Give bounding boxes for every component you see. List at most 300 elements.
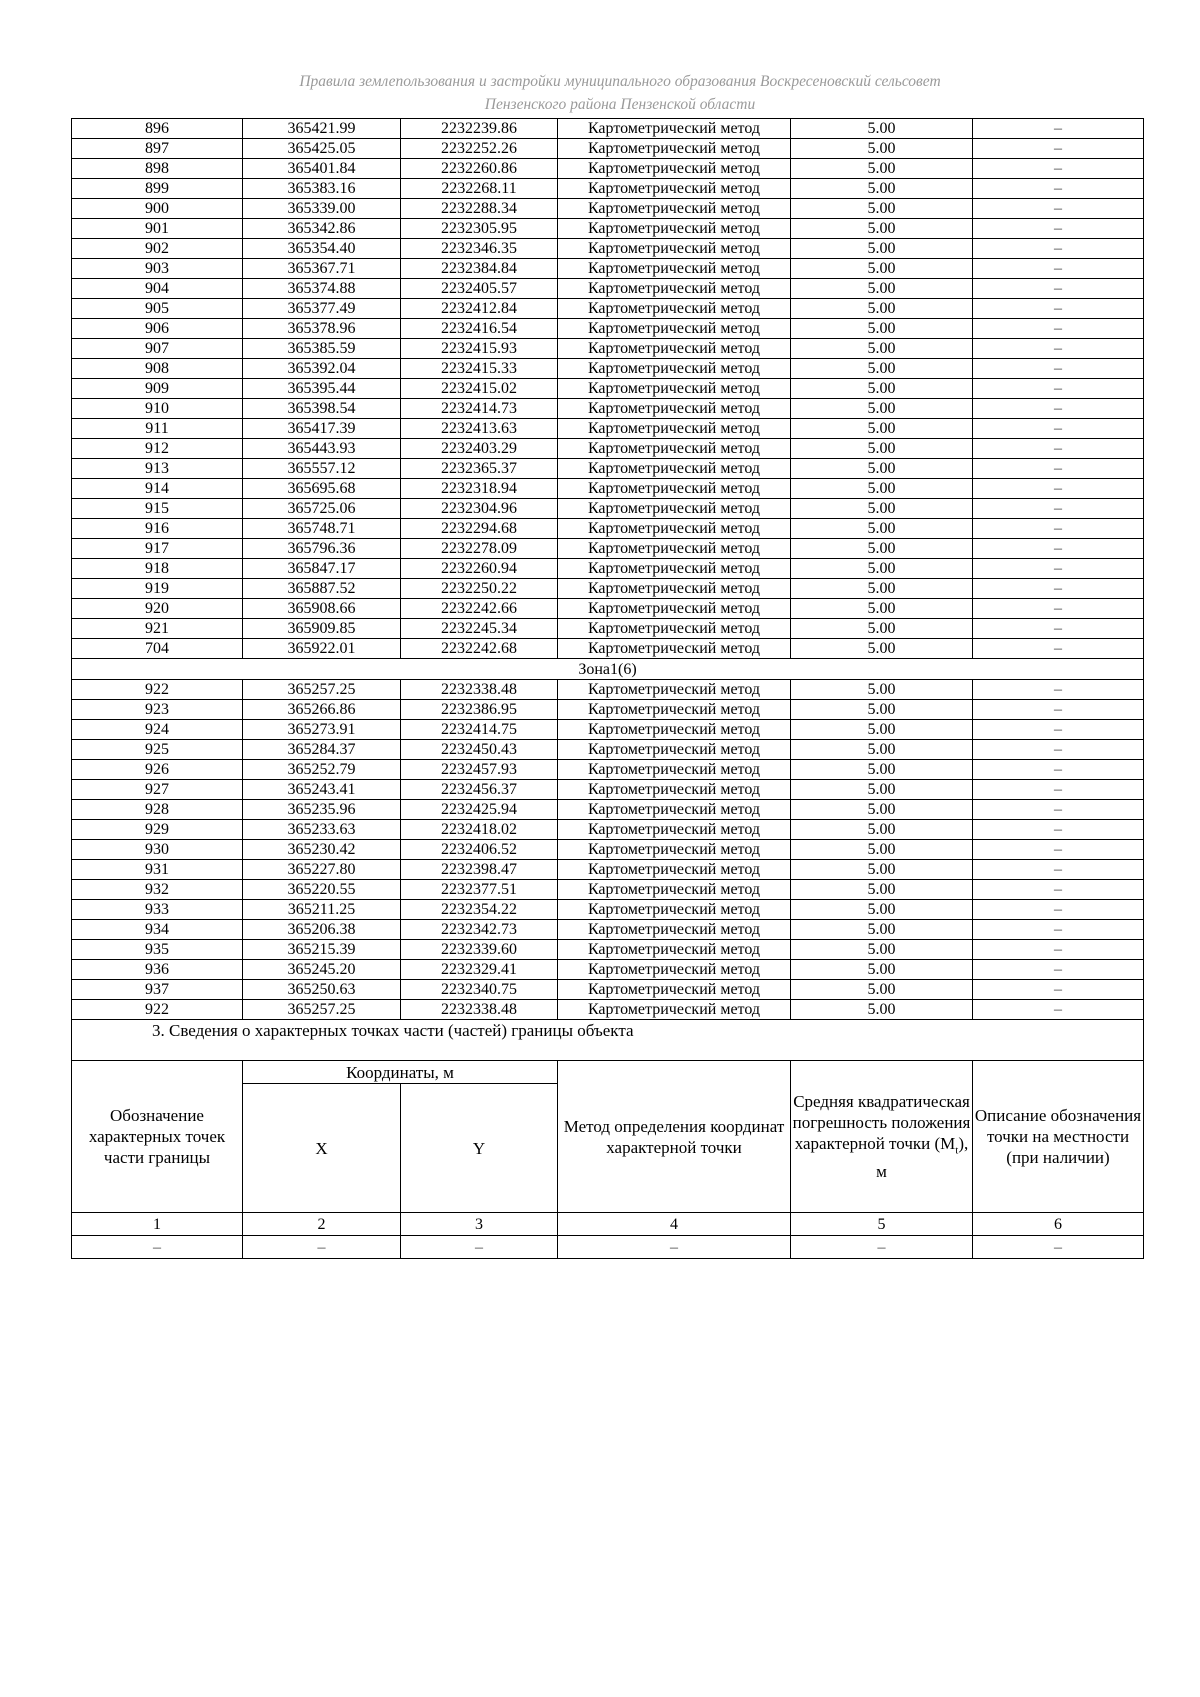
method-cell: Картометрический метод bbox=[558, 519, 791, 539]
point-id-cell: 905 bbox=[72, 299, 243, 319]
table-row bbox=[72, 800, 1144, 820]
x-coord-cell: 365909.85 bbox=[243, 619, 401, 639]
table-row bbox=[72, 139, 1144, 159]
y-coord-cell: 2232403.29 bbox=[401, 439, 558, 459]
point-id-cell: 933 bbox=[72, 900, 243, 920]
error-cell: 5.00 bbox=[791, 720, 973, 740]
section-3-title: 3. Сведения о характерных точках части (частей) границы объекта bbox=[72, 1020, 1144, 1061]
point-id-cell: 917 bbox=[72, 539, 243, 559]
error-cell: 5.00 bbox=[791, 619, 973, 639]
description-cell: – bbox=[973, 559, 1144, 579]
x-coord-cell: 365385.59 bbox=[243, 339, 401, 359]
col-method-header: Метод определения координат характерной точки bbox=[558, 1061, 791, 1213]
point-id-cell: 935 bbox=[72, 940, 243, 960]
zone-points-group-a bbox=[72, 119, 1144, 659]
y-coord-cell: 2232406.52 bbox=[401, 840, 558, 860]
x-coord-cell: 365922.01 bbox=[243, 639, 401, 659]
x-coord-cell: 365443.93 bbox=[243, 439, 401, 459]
point-id-cell: 934 bbox=[72, 920, 243, 940]
table-row bbox=[72, 239, 1144, 259]
column-number: 5 bbox=[791, 1213, 973, 1236]
point-id-cell: 907 bbox=[72, 339, 243, 359]
y-coord-cell: 2232418.02 bbox=[401, 820, 558, 840]
x-coord-cell: 365725.06 bbox=[243, 499, 401, 519]
y-coord-cell: 2232413.63 bbox=[401, 419, 558, 439]
y-coord-cell: 2232354.22 bbox=[401, 900, 558, 920]
table-row bbox=[72, 539, 1144, 559]
table-row bbox=[72, 619, 1144, 639]
table-row bbox=[72, 499, 1144, 519]
error-cell: 5.00 bbox=[791, 840, 973, 860]
y-coord-cell: 2232305.95 bbox=[401, 219, 558, 239]
x-coord-cell: 365367.71 bbox=[243, 259, 401, 279]
table-row bbox=[72, 680, 1144, 700]
method-cell: Картометрический метод bbox=[558, 619, 791, 639]
table-row bbox=[72, 760, 1144, 780]
column-number: 1 bbox=[72, 1213, 243, 1236]
point-id-cell: 921 bbox=[72, 619, 243, 639]
y-coord-cell: 2232425.94 bbox=[401, 800, 558, 820]
y-coord-cell: 2232415.33 bbox=[401, 359, 558, 379]
table-row bbox=[72, 439, 1144, 459]
point-id-cell: 916 bbox=[72, 519, 243, 539]
y-coord-cell: 2232288.34 bbox=[401, 199, 558, 219]
method-cell: Картометрический метод bbox=[558, 139, 791, 159]
method-cell: Картометрический метод bbox=[558, 980, 791, 1000]
point-id-cell: 936 bbox=[72, 960, 243, 980]
description-cell: – bbox=[973, 279, 1144, 299]
error-cell: 5.00 bbox=[791, 519, 973, 539]
table-row bbox=[72, 860, 1144, 880]
table-row bbox=[72, 199, 1144, 219]
point-id-cell: 896 bbox=[72, 119, 243, 139]
description-cell: – bbox=[973, 599, 1144, 619]
empty-cell: – bbox=[72, 1236, 243, 1259]
x-coord-cell: 365557.12 bbox=[243, 459, 401, 479]
description-cell: – bbox=[973, 760, 1144, 780]
table-row bbox=[72, 1000, 1144, 1020]
x-coord-cell: 365383.16 bbox=[243, 179, 401, 199]
error-cell: 5.00 bbox=[791, 980, 973, 1000]
description-cell: – bbox=[973, 800, 1144, 820]
description-cell: – bbox=[973, 499, 1144, 519]
x-coord-cell: 365227.80 bbox=[243, 860, 401, 880]
point-id-cell: 926 bbox=[72, 760, 243, 780]
error-cell: 5.00 bbox=[791, 599, 973, 619]
x-coord-cell: 365398.54 bbox=[243, 399, 401, 419]
point-id-cell: 922 bbox=[72, 680, 243, 700]
col-error-tail: ), м bbox=[876, 1133, 969, 1182]
description-cell: – bbox=[973, 840, 1144, 860]
x-coord-cell: 365847.17 bbox=[243, 559, 401, 579]
col-error-text: Средняя квадратическая погрешность положения характерной точки (M bbox=[792, 1091, 971, 1153]
empty-cell: – bbox=[558, 1236, 791, 1259]
method-cell: Картометрический метод bbox=[558, 920, 791, 940]
table-row bbox=[72, 880, 1144, 900]
x-coord-cell: 365266.86 bbox=[243, 700, 401, 720]
method-cell: Картометрический метод bbox=[558, 539, 791, 559]
x-coord-cell: 365252.79 bbox=[243, 760, 401, 780]
description-cell: – bbox=[973, 519, 1144, 539]
description-cell: – bbox=[973, 439, 1144, 459]
error-cell: 5.00 bbox=[791, 119, 973, 139]
table-row bbox=[72, 980, 1144, 1000]
y-coord-cell: 2232329.41 bbox=[401, 960, 558, 980]
y-coord-cell: 2232456.37 bbox=[401, 780, 558, 800]
table-row bbox=[72, 639, 1144, 659]
x-coord-cell: 365374.88 bbox=[243, 279, 401, 299]
method-cell: Картометрический метод bbox=[558, 700, 791, 720]
table-row bbox=[72, 700, 1144, 720]
empty-cell: – bbox=[791, 1236, 973, 1259]
x-coord-cell: 365695.68 bbox=[243, 479, 401, 499]
method-cell: Картометрический метод bbox=[558, 219, 791, 239]
description-cell: – bbox=[973, 720, 1144, 740]
error-cell: 5.00 bbox=[791, 179, 973, 199]
description-cell: – bbox=[973, 780, 1144, 800]
method-cell: Картометрический метод bbox=[558, 119, 791, 139]
description-cell: – bbox=[973, 239, 1144, 259]
y-coord-cell: 2232239.86 bbox=[401, 119, 558, 139]
column-numbers-row bbox=[72, 1213, 1144, 1236]
method-cell: Картометрический метод bbox=[558, 199, 791, 219]
table-row bbox=[72, 359, 1144, 379]
y-coord-cell: 2232304.96 bbox=[401, 499, 558, 519]
point-id-cell: 902 bbox=[72, 239, 243, 259]
table-row bbox=[72, 599, 1144, 619]
point-id-cell: 904 bbox=[72, 279, 243, 299]
method-cell: Картометрический метод bbox=[558, 780, 791, 800]
col-desc-header: Описание обозначения точки на местности (при наличии) bbox=[973, 1061, 1144, 1213]
method-cell: Картометрический метод bbox=[558, 239, 791, 259]
method-cell: Картометрический метод bbox=[558, 419, 791, 439]
method-cell: Картометрический метод bbox=[558, 940, 791, 960]
method-cell: Картометрический метод bbox=[558, 479, 791, 499]
table-row bbox=[72, 379, 1144, 399]
error-cell: 5.00 bbox=[791, 860, 973, 880]
error-cell: 5.00 bbox=[791, 539, 973, 559]
y-coord-cell: 2232340.75 bbox=[401, 980, 558, 1000]
error-cell: 5.00 bbox=[791, 800, 973, 820]
method-cell: Картометрический метод bbox=[558, 499, 791, 519]
y-coord-cell: 2232457.93 bbox=[401, 760, 558, 780]
error-cell: 5.00 bbox=[791, 760, 973, 780]
description-cell: – bbox=[973, 219, 1144, 239]
description-cell: – bbox=[973, 159, 1144, 179]
method-cell: Картометрический метод bbox=[558, 439, 791, 459]
header-line-1: Правила землепользования и застройки муниципального образования Воскресеновский сельсовет bbox=[299, 73, 941, 90]
description-cell: – bbox=[973, 880, 1144, 900]
x-coord-cell: 365220.55 bbox=[243, 880, 401, 900]
y-coord-cell: 2232252.26 bbox=[401, 139, 558, 159]
error-cell: 5.00 bbox=[791, 439, 973, 459]
table-row bbox=[72, 459, 1144, 479]
method-cell: Картометрический метод bbox=[558, 880, 791, 900]
table-row bbox=[72, 519, 1144, 539]
point-id-cell: 910 bbox=[72, 399, 243, 419]
error-cell: 5.00 bbox=[791, 960, 973, 980]
y-coord-cell: 2232384.84 bbox=[401, 259, 558, 279]
x-coord-cell: 365235.96 bbox=[243, 800, 401, 820]
error-cell: 5.00 bbox=[791, 219, 973, 239]
table-row bbox=[72, 399, 1144, 419]
point-id-cell: 912 bbox=[72, 439, 243, 459]
point-id-cell: 922 bbox=[72, 1000, 243, 1020]
description-cell: – bbox=[973, 820, 1144, 840]
document-header bbox=[150, 70, 1090, 116]
point-id-cell: 908 bbox=[72, 359, 243, 379]
error-cell: 5.00 bbox=[791, 740, 973, 760]
error-cell: 5.00 bbox=[791, 940, 973, 960]
method-cell: Картометрический метод bbox=[558, 639, 791, 659]
description-cell: – bbox=[973, 1000, 1144, 1020]
y-coord-cell: 2232260.94 bbox=[401, 559, 558, 579]
empty-cell: – bbox=[243, 1236, 401, 1259]
x-coord-cell: 365215.39 bbox=[243, 940, 401, 960]
y-coord-cell: 2232405.57 bbox=[401, 279, 558, 299]
error-cell: 5.00 bbox=[791, 820, 973, 840]
method-cell: Картометрический метод bbox=[558, 179, 791, 199]
header-line-2: Пензенского района Пензенской области bbox=[484, 96, 756, 113]
col-error-header bbox=[791, 1061, 973, 1213]
description-cell: – bbox=[973, 139, 1144, 159]
point-id-cell: 911 bbox=[72, 419, 243, 439]
y-coord-cell: 2232386.95 bbox=[401, 700, 558, 720]
table-row bbox=[72, 179, 1144, 199]
table-row bbox=[72, 940, 1144, 960]
col-x-header: X bbox=[243, 1084, 401, 1213]
table-row bbox=[72, 559, 1144, 579]
table-row bbox=[72, 259, 1144, 279]
point-id-cell: 923 bbox=[72, 700, 243, 720]
error-cell: 5.00 bbox=[791, 700, 973, 720]
y-coord-cell: 2232415.02 bbox=[401, 379, 558, 399]
y-coord-cell: 2232377.51 bbox=[401, 880, 558, 900]
table-row bbox=[72, 840, 1144, 860]
x-coord-cell: 365339.00 bbox=[243, 199, 401, 219]
error-cell: 5.00 bbox=[791, 379, 973, 399]
x-coord-cell: 365395.44 bbox=[243, 379, 401, 399]
method-cell: Картометрический метод bbox=[558, 860, 791, 880]
zone-points-group-b bbox=[72, 680, 1144, 1020]
description-cell: – bbox=[973, 259, 1144, 279]
point-id-cell: 900 bbox=[72, 199, 243, 219]
x-coord-cell: 365392.04 bbox=[243, 359, 401, 379]
method-cell: Картометрический метод bbox=[558, 900, 791, 920]
method-cell: Картометрический метод bbox=[558, 339, 791, 359]
y-coord-cell: 2232338.48 bbox=[401, 1000, 558, 1020]
error-cell: 5.00 bbox=[791, 399, 973, 419]
table-row bbox=[72, 279, 1144, 299]
table-row bbox=[72, 339, 1144, 359]
x-coord-cell: 365245.20 bbox=[243, 960, 401, 980]
x-coord-cell: 365284.37 bbox=[243, 740, 401, 760]
point-id-cell: 898 bbox=[72, 159, 243, 179]
description-cell: – bbox=[973, 359, 1144, 379]
point-id-cell: 918 bbox=[72, 559, 243, 579]
column-number: 4 bbox=[558, 1213, 791, 1236]
table-row bbox=[72, 720, 1144, 740]
x-coord-cell: 365230.42 bbox=[243, 840, 401, 860]
error-cell: 5.00 bbox=[791, 780, 973, 800]
y-coord-cell: 2232365.37 bbox=[401, 459, 558, 479]
y-coord-cell: 2232338.48 bbox=[401, 680, 558, 700]
point-id-cell: 924 bbox=[72, 720, 243, 740]
x-coord-cell: 365257.25 bbox=[243, 680, 401, 700]
error-cell: 5.00 bbox=[791, 139, 973, 159]
description-cell: – bbox=[973, 980, 1144, 1000]
description-cell: – bbox=[973, 459, 1144, 479]
column-number: 3 bbox=[401, 1213, 558, 1236]
x-coord-cell: 365748.71 bbox=[243, 519, 401, 539]
table-row bbox=[72, 579, 1144, 599]
description-cell: – bbox=[973, 639, 1144, 659]
error-cell: 5.00 bbox=[791, 359, 973, 379]
y-coord-cell: 2232250.22 bbox=[401, 579, 558, 599]
y-coord-cell: 2232268.11 bbox=[401, 179, 558, 199]
point-id-cell: 906 bbox=[72, 319, 243, 339]
description-cell: – bbox=[973, 900, 1144, 920]
table-row bbox=[72, 820, 1144, 840]
coordinates-table bbox=[71, 118, 1144, 1259]
point-id-cell: 920 bbox=[72, 599, 243, 619]
y-coord-cell: 2232412.84 bbox=[401, 299, 558, 319]
point-id-cell: 932 bbox=[72, 880, 243, 900]
method-cell: Картометрический метод bbox=[558, 399, 791, 419]
col-error-subscript: t bbox=[955, 1144, 959, 1157]
y-coord-cell: 2232294.68 bbox=[401, 519, 558, 539]
table-row bbox=[72, 479, 1144, 499]
x-coord-cell: 365273.91 bbox=[243, 720, 401, 740]
column-number: 2 bbox=[243, 1213, 401, 1236]
description-cell: – bbox=[973, 920, 1144, 940]
y-coord-cell: 2232318.94 bbox=[401, 479, 558, 499]
description-cell: – bbox=[973, 379, 1144, 399]
description-cell: – bbox=[973, 199, 1144, 219]
method-cell: Картометрический метод bbox=[558, 960, 791, 980]
method-cell: Картометрический метод bbox=[558, 579, 791, 599]
y-coord-cell: 2232339.60 bbox=[401, 940, 558, 960]
method-cell: Картометрический метод bbox=[558, 459, 791, 479]
error-cell: 5.00 bbox=[791, 259, 973, 279]
table-row bbox=[72, 920, 1144, 940]
point-id-cell: 704 bbox=[72, 639, 243, 659]
y-coord-cell: 2232260.86 bbox=[401, 159, 558, 179]
y-coord-cell: 2232450.43 bbox=[401, 740, 558, 760]
zone-label: Зона1(6) bbox=[72, 659, 1144, 680]
description-cell: – bbox=[973, 179, 1144, 199]
y-coord-cell: 2232416.54 bbox=[401, 319, 558, 339]
error-cell: 5.00 bbox=[791, 559, 973, 579]
y-coord-cell: 2232398.47 bbox=[401, 860, 558, 880]
col-coords-header: Координаты, м bbox=[243, 1061, 558, 1084]
section-3-title-row bbox=[72, 1020, 1144, 1061]
description-cell: – bbox=[973, 619, 1144, 639]
y-coord-cell: 2232346.35 bbox=[401, 239, 558, 259]
method-cell: Картометрический метод bbox=[558, 1000, 791, 1020]
empty-data-row bbox=[72, 1236, 1144, 1259]
y-coord-cell: 2232414.75 bbox=[401, 720, 558, 740]
method-cell: Картометрический метод bbox=[558, 680, 791, 700]
description-cell: – bbox=[973, 419, 1144, 439]
method-cell: Картометрический метод bbox=[558, 599, 791, 619]
error-cell: 5.00 bbox=[791, 419, 973, 439]
y-coord-cell: 2232414.73 bbox=[401, 399, 558, 419]
error-cell: 5.00 bbox=[791, 459, 973, 479]
column-number: 6 bbox=[973, 1213, 1144, 1236]
point-id-cell: 899 bbox=[72, 179, 243, 199]
description-cell: – bbox=[973, 700, 1144, 720]
method-cell: Картометрический метод bbox=[558, 760, 791, 780]
error-cell: 5.00 bbox=[791, 299, 973, 319]
point-id-cell: 909 bbox=[72, 379, 243, 399]
empty-cell: – bbox=[973, 1236, 1144, 1259]
x-coord-cell: 365421.99 bbox=[243, 119, 401, 139]
error-cell: 5.00 bbox=[791, 579, 973, 599]
point-id-cell: 925 bbox=[72, 740, 243, 760]
description-cell: – bbox=[973, 479, 1144, 499]
method-cell: Картометрический метод bbox=[558, 820, 791, 840]
x-coord-cell: 365378.96 bbox=[243, 319, 401, 339]
y-coord-cell: 2232415.93 bbox=[401, 339, 558, 359]
y-coord-cell: 2232278.09 bbox=[401, 539, 558, 559]
description-cell: – bbox=[973, 299, 1144, 319]
x-coord-cell: 365417.39 bbox=[243, 419, 401, 439]
method-cell: Картометрический метод bbox=[558, 279, 791, 299]
error-cell: 5.00 bbox=[791, 1000, 973, 1020]
method-cell: Картометрический метод bbox=[558, 299, 791, 319]
y-coord-cell: 2232342.73 bbox=[401, 920, 558, 940]
point-id-cell: 930 bbox=[72, 840, 243, 860]
point-id-cell: 903 bbox=[72, 259, 243, 279]
error-cell: 5.00 bbox=[791, 239, 973, 259]
table-row bbox=[72, 319, 1144, 339]
x-coord-cell: 365425.05 bbox=[243, 139, 401, 159]
method-cell: Картометрический метод bbox=[558, 840, 791, 860]
error-cell: 5.00 bbox=[791, 920, 973, 940]
description-cell: – bbox=[973, 960, 1144, 980]
header-row-1 bbox=[72, 1061, 1144, 1084]
x-coord-cell: 365233.63 bbox=[243, 820, 401, 840]
description-cell: – bbox=[973, 579, 1144, 599]
x-coord-cell: 365796.36 bbox=[243, 539, 401, 559]
error-cell: 5.00 bbox=[791, 319, 973, 339]
y-coord-cell: 2232245.34 bbox=[401, 619, 558, 639]
point-id-cell: 914 bbox=[72, 479, 243, 499]
error-cell: 5.00 bbox=[791, 279, 973, 299]
method-cell: Картометрический метод bbox=[558, 159, 791, 179]
point-id-cell: 901 bbox=[72, 219, 243, 239]
error-cell: 5.00 bbox=[791, 479, 973, 499]
x-coord-cell: 365887.52 bbox=[243, 579, 401, 599]
table-row bbox=[72, 740, 1144, 760]
method-cell: Картометрический метод bbox=[558, 259, 791, 279]
x-coord-cell: 365908.66 bbox=[243, 599, 401, 619]
col-designation-header: Обозначение характерных точек части границы bbox=[72, 1061, 243, 1213]
description-cell: – bbox=[973, 339, 1144, 359]
x-coord-cell: 365243.41 bbox=[243, 780, 401, 800]
method-cell: Картометрический метод bbox=[558, 379, 791, 399]
error-cell: 5.00 bbox=[791, 199, 973, 219]
x-coord-cell: 365342.86 bbox=[243, 219, 401, 239]
table-row bbox=[72, 299, 1144, 319]
point-id-cell: 913 bbox=[72, 459, 243, 479]
description-cell: – bbox=[973, 399, 1144, 419]
x-coord-cell: 365354.40 bbox=[243, 239, 401, 259]
error-cell: 5.00 bbox=[791, 499, 973, 519]
point-id-cell: 929 bbox=[72, 820, 243, 840]
empty-cell: – bbox=[401, 1236, 558, 1259]
